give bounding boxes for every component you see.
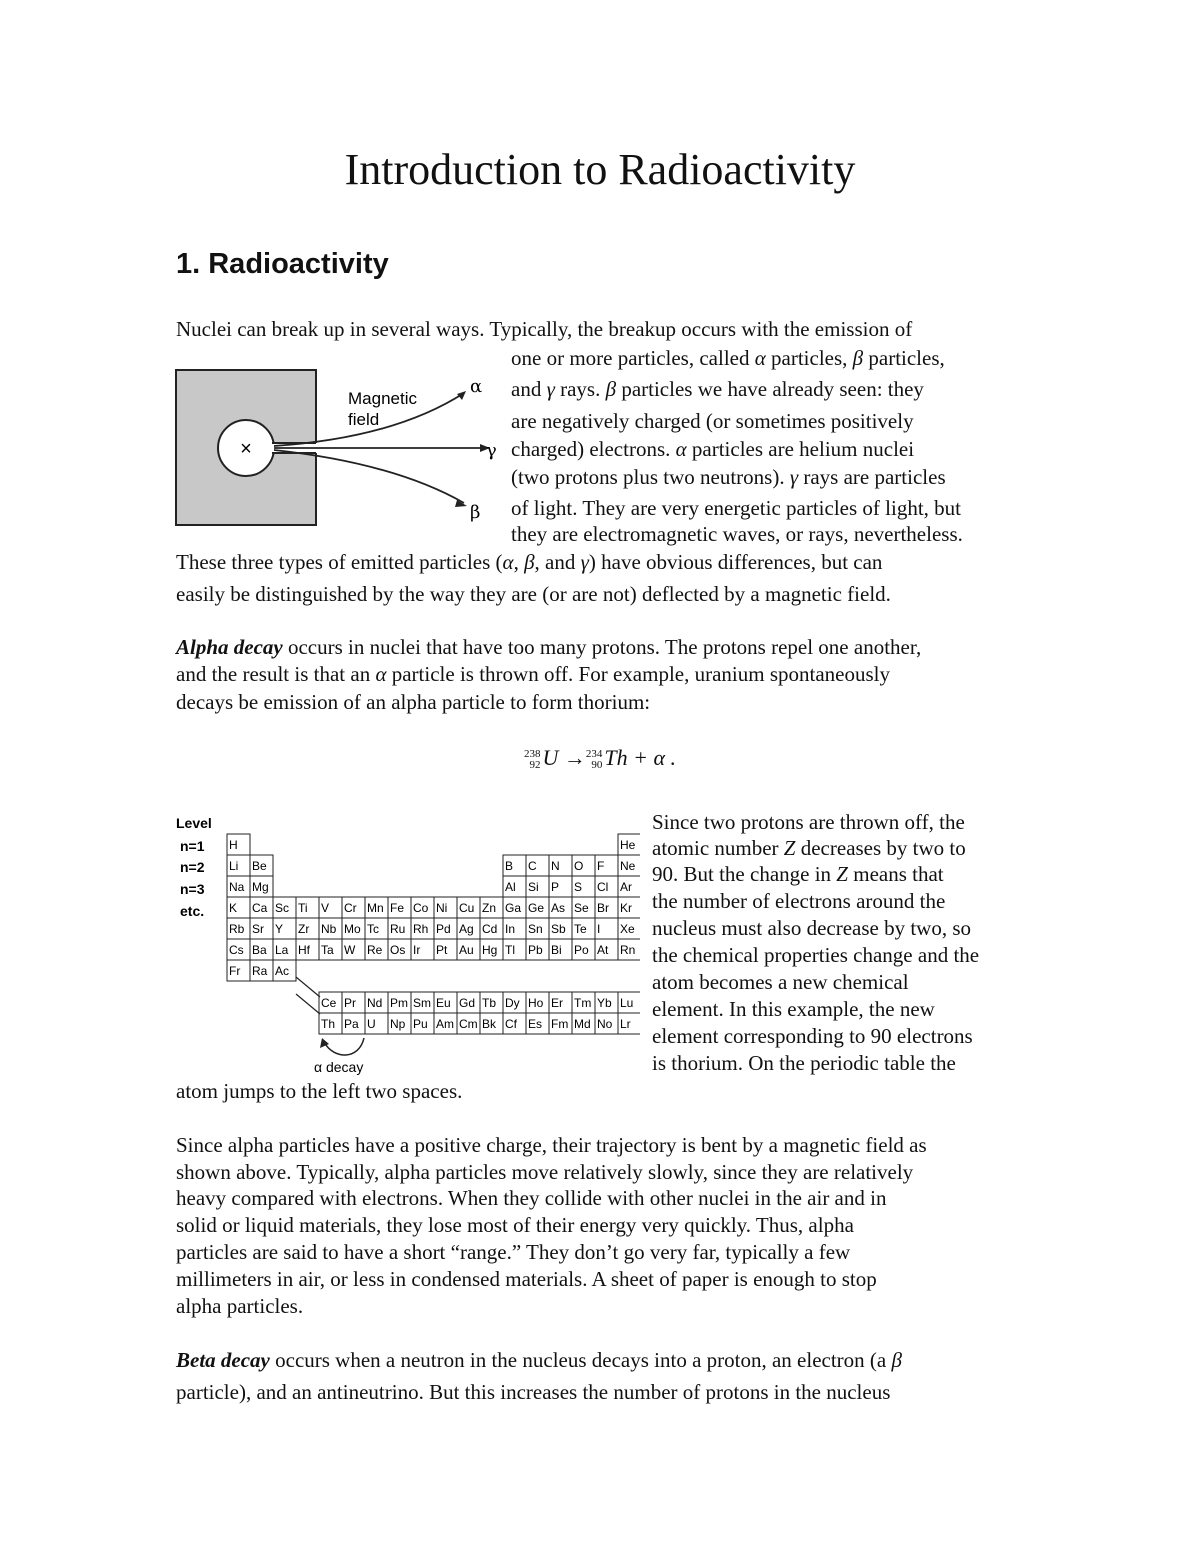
element-symbol: He <box>620 838 636 852</box>
element-symbol: Ho <box>528 996 544 1010</box>
element-symbol: F <box>597 859 605 873</box>
element-symbol: Sn <box>528 922 543 936</box>
element-symbol: P <box>551 880 560 894</box>
element-symbol: As <box>551 901 566 915</box>
element-symbol: Cu <box>459 901 475 915</box>
element-symbol: Cl <box>597 880 609 894</box>
text-line: nucleus must also decrease by two, so <box>652 916 972 940</box>
element-symbol: Zn <box>482 901 497 915</box>
element-symbol: Ru <box>390 922 406 936</box>
element-symbol: Zr <box>298 922 310 936</box>
element-symbol: Ta <box>321 943 334 957</box>
element-symbol: Sb <box>551 922 566 936</box>
element-symbol: Pb <box>528 943 543 957</box>
element-symbol: Sr <box>252 922 264 936</box>
element-symbol: Be <box>252 859 267 873</box>
element-symbol: H <box>229 838 238 852</box>
element-symbol: I <box>597 922 601 936</box>
element-grid <box>227 834 640 1034</box>
element-symbol: Pd <box>436 922 451 936</box>
element-symbol: Tb <box>482 996 497 1010</box>
text-line: These three types of emitted particles (α, β, and γ) have obvious differences, but can <box>176 550 883 574</box>
term-beta-decay: Beta decay <box>176 1348 270 1372</box>
text-line: Since alpha particles have a positive charge, their trajectory is bent by a magnetic field as <box>176 1133 927 1157</box>
source-mark: × <box>240 438 252 460</box>
element-symbol: Np <box>390 1017 406 1031</box>
element-symbol: Pt <box>436 943 448 957</box>
text-line: the number of electrons around the <box>652 889 946 913</box>
element-symbol: C <box>528 859 537 873</box>
text-line: Nuclei can break up in several ways. Typically, the breakup occurs with the emission of <box>176 317 913 341</box>
element-symbol: Tl <box>505 943 515 957</box>
text-line: shown above. Typically, alpha particles move relatively slowly, since they are relatively <box>176 1160 914 1184</box>
element-symbol: Mn <box>367 901 384 915</box>
magnetic-label: Magnetic <box>348 389 417 408</box>
element-symbol: S <box>574 880 583 894</box>
text-line: atom jumps to the left two spaces. <box>176 1079 463 1103</box>
element-symbol: B <box>505 859 514 873</box>
element-symbol: Ra <box>252 964 268 978</box>
text-line: Since two protons are thrown off, the <box>652 810 965 834</box>
term-alpha-decay: Alpha decay <box>176 635 283 659</box>
element-symbol: Ba <box>252 943 267 957</box>
element-symbol: Bk <box>482 1017 497 1031</box>
element-symbol: Rn <box>620 943 636 957</box>
element-symbol: Cr <box>344 901 357 915</box>
element-symbol: Pm <box>390 996 408 1010</box>
element-symbol: Ti <box>298 901 308 915</box>
text-line: 90. But the change in Z means that <box>652 862 944 886</box>
element-symbol: Po <box>574 943 589 957</box>
text-line: is thorium. On the periodic table the <box>652 1051 956 1075</box>
element-symbol: Fe <box>390 901 405 915</box>
element-symbol: Se <box>574 901 589 915</box>
element-symbol: Am <box>436 1017 454 1031</box>
element-symbol: Rb <box>229 922 245 936</box>
element-symbol: N <box>551 859 560 873</box>
element-symbol: Ca <box>252 901 268 915</box>
element-symbol: Nd <box>367 996 383 1010</box>
f-block-connector <box>296 977 320 1014</box>
element-symbol: U <box>367 1017 376 1031</box>
text-line: Alpha decay occurs in nuclei that have too many protons. The protons repel one another, <box>176 635 922 659</box>
element-symbol: Eu <box>436 996 451 1010</box>
element-symbol: Md <box>574 1017 591 1031</box>
element-symbol: Pr <box>344 996 356 1010</box>
element-symbol: Ce <box>321 996 337 1010</box>
element-symbol: Tm <box>574 996 592 1010</box>
element-symbol: Gd <box>459 996 476 1010</box>
element-symbol: Th <box>321 1017 336 1031</box>
gamma-label: γ <box>486 440 497 461</box>
text-line: decays be emission of an alpha particle to form thorium: <box>176 690 651 714</box>
element-symbol: At <box>597 943 609 957</box>
element-symbol: Os <box>390 943 406 957</box>
element-symbol: Sc <box>275 901 290 915</box>
element-symbol: Rh <box>413 922 429 936</box>
section-heading: 1. Radioactivity <box>176 248 389 280</box>
element-symbol: W <box>344 943 356 957</box>
element-symbol: Al <box>505 880 516 894</box>
element-symbol: Ag <box>459 922 474 936</box>
text-line: easily be distinguished by the way they are (or are not) deflected by a magnetic field. <box>176 582 891 606</box>
text-line: they are electromagnetic waves, or rays, nevertheless. <box>511 522 963 546</box>
text-line: the chemical properties change and the <box>652 943 980 967</box>
field-label: field <box>348 410 380 429</box>
element-symbol: Yb <box>597 996 612 1010</box>
text-line: (two protons plus two neutrons). γ rays are particles <box>511 465 946 489</box>
text-line: alpha particles. <box>176 1294 304 1318</box>
element-symbol: Pa <box>344 1017 359 1031</box>
text-line: one or more particles, called α particles, β particles, <box>511 346 945 370</box>
beta-label: β <box>470 502 481 523</box>
element-symbol: Ni <box>436 901 448 915</box>
page-title: Introduction to Radioactivity <box>344 145 856 194</box>
element-symbol: Ac <box>275 964 290 978</box>
element-symbol: Bi <box>551 943 562 957</box>
text-line: and γ rays. β particles we have already seen: they <box>511 377 924 401</box>
element-symbol: Er <box>551 996 563 1010</box>
element-symbol: Sm <box>413 996 431 1010</box>
element-symbol: Li <box>229 859 239 873</box>
element-symbol: Si <box>528 880 539 894</box>
element-symbol: Hg <box>482 943 498 957</box>
element-symbol: Tc <box>367 922 379 936</box>
element-symbol: Y <box>275 922 284 936</box>
text-line: millimeters in air, or less in condensed materials. A sheet of paper is enough to stop <box>176 1267 877 1291</box>
element-symbol: Au <box>459 943 474 957</box>
element-symbol: No <box>597 1017 613 1031</box>
element-symbol: Lu <box>620 996 634 1010</box>
element-symbol: Xe <box>620 922 635 936</box>
element-symbol: Mo <box>344 922 361 936</box>
element-symbol: Br <box>597 901 609 915</box>
text-line: atom becomes a new chemical <box>652 970 909 994</box>
element-symbol: V <box>321 901 330 915</box>
element-symbol: Dy <box>505 996 520 1010</box>
text-line: and the result is that an α particle is thrown off. For example, uranium spontaneously <box>176 662 890 686</box>
element-symbol: K <box>229 901 238 915</box>
text-line: particle), and an antineutrino. But this increases the number of protons in the nucleus <box>176 1380 891 1404</box>
element-symbol: Kr <box>620 901 632 915</box>
level-label: n=1 <box>180 838 205 854</box>
text-line: particles are said to have a short “range.” They don’t go very far, typically a few <box>176 1240 851 1264</box>
element-symbol: Ge <box>528 901 545 915</box>
element-symbol: Es <box>528 1017 543 1031</box>
text-line: charged) electrons. α particles are helium nuclei <box>511 437 915 461</box>
text-line: element corresponding to 90 electrons <box>652 1024 973 1048</box>
text-line: solid or liquid materials, they lose most of their energy very quickly. Thus, alpha <box>176 1213 854 1237</box>
text-line: atomic number Z decreases by two to <box>652 836 966 860</box>
element-symbol: Te <box>574 922 587 936</box>
level-label: n=2 <box>180 859 205 875</box>
text-line: are negatively charged (or sometimes positively <box>511 409 914 433</box>
level-header: Level <box>176 815 212 831</box>
element-symbol: Co <box>413 901 429 915</box>
text-line: Beta decay occurs when a neutron in the nucleus decays into a proton, an electron (a β <box>176 1348 902 1372</box>
element-symbol: Ar <box>620 880 632 894</box>
magnetic-deflection-figure <box>174 368 504 528</box>
decay-equation: 238 92 U → 234 90 Th + α . <box>523 745 677 771</box>
element-symbol: Cs <box>229 943 244 957</box>
element-symbol: Pu <box>413 1017 428 1031</box>
alpha-label: α <box>470 376 483 397</box>
element-symbol: Fr <box>229 964 241 978</box>
element-symbol: Re <box>367 943 383 957</box>
element-symbol: Cd <box>482 922 498 936</box>
element-symbol: O <box>574 859 584 873</box>
text-line: element. In this example, the new <box>652 997 935 1021</box>
element-symbol: Cm <box>459 1017 478 1031</box>
element-symbol: Ir <box>413 943 421 957</box>
element-symbol: Mg <box>252 880 269 894</box>
element-symbol: La <box>275 943 289 957</box>
element-symbol: Na <box>229 880 245 894</box>
level-label: n=3 <box>180 881 205 897</box>
decay-arrow <box>324 1038 364 1055</box>
level-label: etc. <box>180 903 205 919</box>
element-symbol: Fm <box>551 1017 569 1031</box>
periodic-table-figure <box>174 810 640 1082</box>
decay-label: α decay <box>314 1059 364 1075</box>
element-symbol: Hf <box>298 943 310 957</box>
element-symbol: Ne <box>620 859 636 873</box>
element-symbol: Nb <box>321 922 337 936</box>
element-symbol: Ga <box>505 901 522 915</box>
element-symbol: In <box>505 922 516 936</box>
text-line: of light. They are very energetic particles of light, but <box>511 496 961 520</box>
element-symbol: Lr <box>620 1017 631 1031</box>
element-symbol: Cf <box>505 1017 517 1031</box>
text-line: heavy compared with electrons. When they collide with other nuclei in the air and in <box>176 1186 887 1210</box>
